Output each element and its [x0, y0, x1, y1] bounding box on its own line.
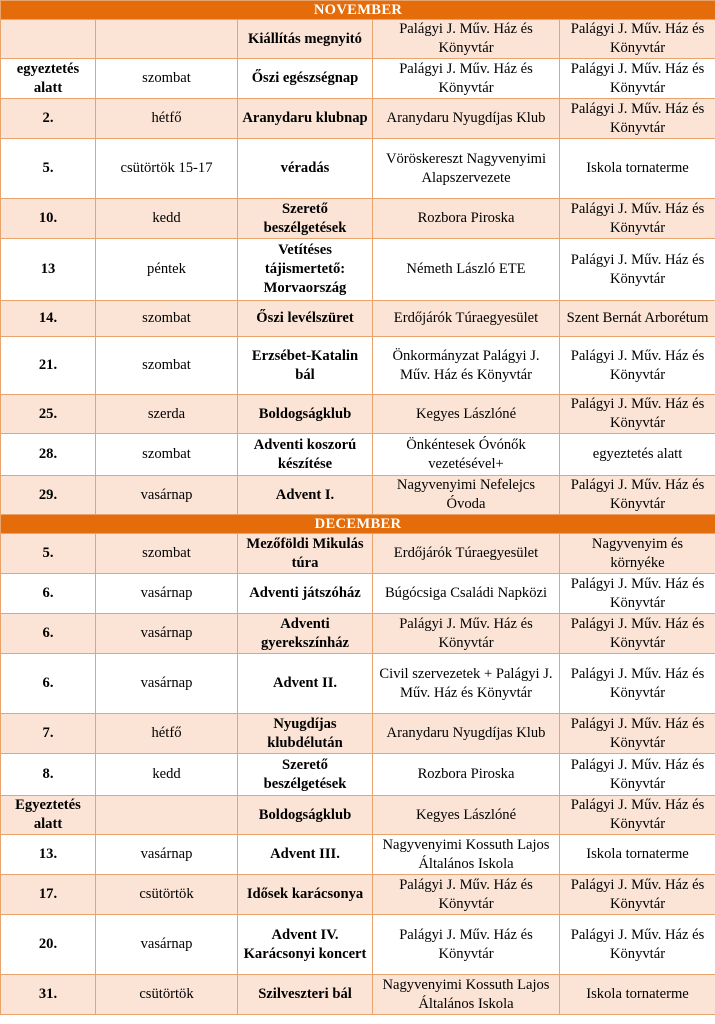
month-header: NOVEMBER — [1, 1, 715, 20]
table-row — [1, 99, 715, 139]
organizer-cell: Palágyi J. Műv. Ház és Könyvtár — [373, 59, 560, 99]
calendar-body — [1, 1, 715, 1015]
organizer-cell: Nagyvenyimi Kossuth Lajos Általános Iskola — [373, 975, 560, 1015]
date-cell: 2. — [1, 99, 96, 139]
day-cell: szombat — [96, 301, 238, 337]
table-row — [1, 915, 715, 975]
date-cell: 31. — [1, 975, 96, 1015]
event-cell: Advent IV. Karácsonyi koncert — [238, 915, 373, 975]
day-cell: szombat — [96, 434, 238, 476]
location-cell: Palágyi J. Műv. Ház és Könyvtár — [560, 239, 715, 301]
day-cell: hétfő — [96, 99, 238, 139]
date-cell: 28. — [1, 434, 96, 476]
location-cell: Iskola tornaterme — [560, 139, 715, 199]
organizer-cell: Rozbora Piroska — [373, 754, 560, 796]
table-row — [1, 574, 715, 614]
table-row — [1, 835, 715, 875]
event-cell: Adventi koszorú készítése — [238, 434, 373, 476]
event-cell: Adventi játszóház — [238, 574, 373, 614]
event-cell: Mezőföldi Mikulás túra — [238, 534, 373, 574]
table-row — [1, 20, 715, 59]
event-cell: Vetítéses tájismertető: Morvaország — [238, 239, 373, 301]
organizer-cell: Aranydaru Nyugdíjas Klub — [373, 99, 560, 139]
table-row — [1, 754, 715, 796]
table-row — [1, 875, 715, 915]
organizer-cell: Németh László ETE — [373, 239, 560, 301]
organizer-cell: Búgócsiga Családi Napközi — [373, 574, 560, 614]
date-cell: 20. — [1, 915, 96, 975]
location-cell: Palágyi J. Műv. Ház és Könyvtár — [560, 574, 715, 614]
organizer-cell: Palágyi J. Műv. Ház és Könyvtár — [373, 614, 560, 654]
organizer-cell: Rozbora Piroska — [373, 199, 560, 239]
day-cell — [96, 796, 238, 835]
date-cell: 10. — [1, 199, 96, 239]
event-cell: Szilveszteri bál — [238, 975, 373, 1015]
location-cell: Iskola tornaterme — [560, 835, 715, 875]
table-row — [1, 654, 715, 714]
organizer-cell: Erdőjárók Túraegyesület — [373, 301, 560, 337]
location-cell: Palágyi J. Műv. Ház és Könyvtár — [560, 754, 715, 796]
table-row — [1, 534, 715, 574]
location-cell: Palágyi J. Műv. Ház és Könyvtár — [560, 796, 715, 835]
day-cell: vasárnap — [96, 654, 238, 714]
day-cell: vasárnap — [96, 835, 238, 875]
table-row — [1, 614, 715, 654]
event-cell: Aranydaru klubnap — [238, 99, 373, 139]
month-header-row — [1, 1, 715, 20]
day-cell: szombat — [96, 534, 238, 574]
day-cell: hétfő — [96, 714, 238, 754]
location-cell: Palágyi J. Műv. Ház és Könyvtár — [560, 395, 715, 434]
event-cell: Boldogságklub — [238, 395, 373, 434]
event-cell: Erzsébet-Katalin bál — [238, 337, 373, 395]
location-cell: Palágyi J. Műv. Ház és Könyvtár — [560, 199, 715, 239]
date-cell: 6. — [1, 574, 96, 614]
table-row — [1, 714, 715, 754]
table-row — [1, 337, 715, 395]
day-cell: vasárnap — [96, 614, 238, 654]
location-cell: Palágyi J. Műv. Ház és Könyvtár — [560, 476, 715, 515]
organizer-cell: Palágyi J. Műv. Ház és Könyvtár — [373, 875, 560, 915]
month-header-row — [1, 515, 715, 534]
location-cell: Palágyi J. Műv. Ház és Könyvtár — [560, 59, 715, 99]
date-cell: 7. — [1, 714, 96, 754]
organizer-cell: Kegyes Lászlóné — [373, 796, 560, 835]
table-row — [1, 301, 715, 337]
event-cell: Adventi gyerekszínház — [238, 614, 373, 654]
location-cell: egyeztetés alatt — [560, 434, 715, 476]
date-cell — [1, 20, 96, 59]
organizer-cell: Kegyes Lászlóné — [373, 395, 560, 434]
day-cell — [96, 20, 238, 59]
event-cell: Boldogságklub — [238, 796, 373, 835]
location-cell: Palágyi J. Műv. Ház és Könyvtár — [560, 654, 715, 714]
table-row — [1, 59, 715, 99]
date-cell: 13 — [1, 239, 96, 301]
event-cell: Nyugdíjas klubdélután — [238, 714, 373, 754]
date-cell: 6. — [1, 614, 96, 654]
location-cell: Palágyi J. Műv. Ház és Könyvtár — [560, 915, 715, 975]
day-cell: kedd — [96, 199, 238, 239]
date-cell: 21. — [1, 337, 96, 395]
table-row — [1, 476, 715, 515]
date-cell: 17. — [1, 875, 96, 915]
day-cell: szombat — [96, 59, 238, 99]
organizer-cell: Aranydaru Nyugdíjas Klub — [373, 714, 560, 754]
table-row — [1, 199, 715, 239]
day-cell: vasárnap — [96, 476, 238, 515]
location-cell: Palágyi J. Műv. Ház és Könyvtár — [560, 99, 715, 139]
table-row — [1, 975, 715, 1015]
table-row — [1, 796, 715, 835]
location-cell: Palágyi J. Műv. Ház és Könyvtár — [560, 714, 715, 754]
organizer-cell: Erdőjárók Túraegyesület — [373, 534, 560, 574]
location-cell: Szent Bernát Arborétum — [560, 301, 715, 337]
table-row — [1, 239, 715, 301]
day-cell: péntek — [96, 239, 238, 301]
organizer-cell: Palágyi J. Műv. Ház és Könyvtár — [373, 20, 560, 59]
date-cell: 8. — [1, 754, 96, 796]
date-cell: Egyeztetés alatt — [1, 796, 96, 835]
date-cell: 14. — [1, 301, 96, 337]
day-cell: csütörtök — [96, 975, 238, 1015]
event-cell: Idősek karácsonya — [238, 875, 373, 915]
day-cell: szerda — [96, 395, 238, 434]
day-cell: vasárnap — [96, 915, 238, 975]
organizer-cell: Vöröskereszt Nagyvenyimi Alapszervezete — [373, 139, 560, 199]
event-cell: Őszi levélszüret — [238, 301, 373, 337]
day-cell: csütörtök 15-17 — [96, 139, 238, 199]
organizer-cell: Önkéntesek Óvónők vezetésével+ — [373, 434, 560, 476]
date-cell: 5. — [1, 534, 96, 574]
day-cell: vasárnap — [96, 574, 238, 614]
table-row — [1, 395, 715, 434]
organizer-cell: Nagyvenyimi Nefelejcs Óvoda — [373, 476, 560, 515]
event-cell: Advent I. — [238, 476, 373, 515]
event-cell: Advent II. — [238, 654, 373, 714]
date-cell: 29. — [1, 476, 96, 515]
location-cell: Palágyi J. Műv. Ház és Könyvtár — [560, 20, 715, 59]
date-cell: 5. — [1, 139, 96, 199]
event-cell: Advent III. — [238, 835, 373, 875]
date-cell: 6. — [1, 654, 96, 714]
day-cell: szombat — [96, 337, 238, 395]
event-cell: Őszi egészségnap — [238, 59, 373, 99]
day-cell: csütörtök — [96, 875, 238, 915]
organizer-cell: Nagyvenyimi Kossuth Lajos Általános Iskola — [373, 835, 560, 875]
date-cell: 13. — [1, 835, 96, 875]
location-cell: Iskola tornaterme — [560, 975, 715, 1015]
event-cell: Szerető beszélgetések — [238, 754, 373, 796]
date-cell: egyeztetés alatt — [1, 59, 96, 99]
event-cell: véradás — [238, 139, 373, 199]
location-cell: Nagyvenyim és környéke — [560, 534, 715, 574]
month-header: DECEMBER — [1, 515, 715, 534]
table-row — [1, 434, 715, 476]
organizer-cell: Önkormányzat Palágyi J. Műv. Ház és Könyvtár — [373, 337, 560, 395]
day-cell: kedd — [96, 754, 238, 796]
location-cell: Palágyi J. Műv. Ház és Könyvtár — [560, 875, 715, 915]
event-cell: Kiállítás megnyitó — [238, 20, 373, 59]
organizer-cell: Palágyi J. Műv. Ház és Könyvtár — [373, 915, 560, 975]
location-cell: Palágyi J. Műv. Ház és Könyvtár — [560, 337, 715, 395]
event-cell: Szerető beszélgetések — [238, 199, 373, 239]
table-row — [1, 139, 715, 199]
location-cell: Palágyi J. Műv. Ház és Könyvtár — [560, 614, 715, 654]
organizer-cell: Civil szervezetek + Palágyi J. Műv. Ház és Könyvtár — [373, 654, 560, 714]
date-cell: 25. — [1, 395, 96, 434]
